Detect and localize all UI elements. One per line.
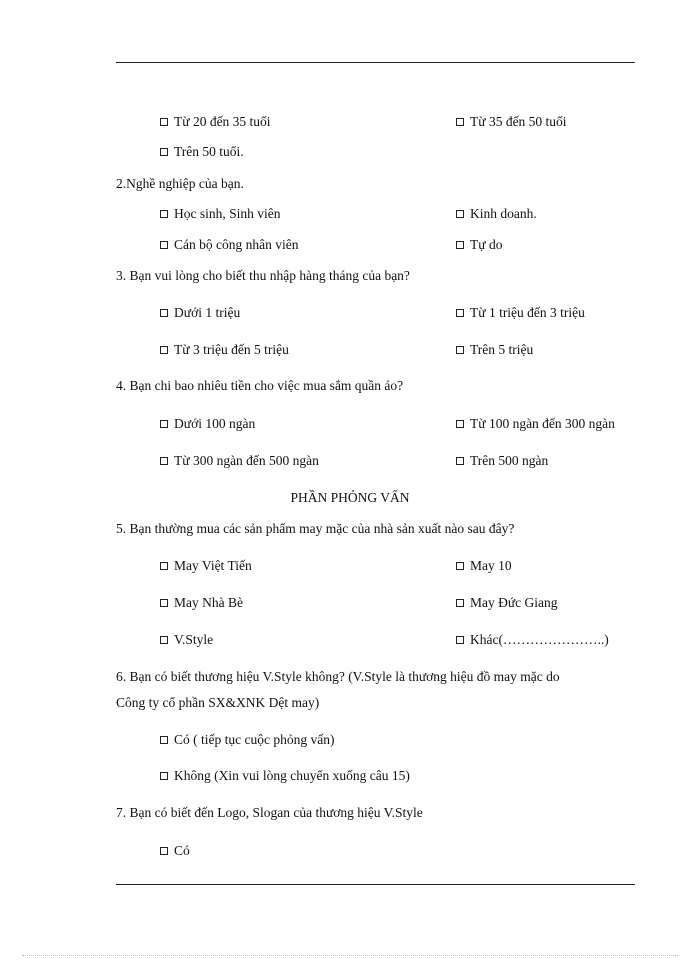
- checkbox-icon[interactable]: [160, 636, 168, 644]
- option-over-500k[interactable]: [456, 452, 548, 470]
- option-viet-tien[interactable]: [160, 557, 252, 575]
- option-student[interactable]: [160, 205, 281, 223]
- option-label: May 10: [470, 558, 512, 573]
- option-100k-300k[interactable]: [456, 415, 615, 433]
- question-4: 4. Bạn chi bao nhiêu tiền cho việc mua sắm quần áo?: [116, 378, 404, 393]
- option-no-skip[interactable]: [160, 767, 410, 785]
- option-label: Từ 35 đến 50 tuổi: [470, 114, 567, 129]
- checkbox-icon[interactable]: [160, 241, 168, 249]
- footer-rule: [116, 884, 635, 885]
- section-title: PHẦN PHỎNG VẤN: [290, 490, 410, 505]
- option-freelance[interactable]: [456, 236, 502, 254]
- option-label: Dưới 100 ngàn: [174, 416, 256, 431]
- question-3: 3. Bạn vui lòng cho biết thu nhập hàng tháng của bạn?: [116, 268, 410, 283]
- checkbox-icon[interactable]: [456, 210, 464, 218]
- option-nha-be[interactable]: [160, 594, 243, 612]
- option-officer[interactable]: [160, 236, 298, 254]
- option-yes-continue[interactable]: [160, 731, 334, 749]
- question-6-line-1: 6. Bạn có biết thương hiệu V.Style không? (V.Style là thương hiệu đồ may mặc do: [116, 669, 560, 684]
- checkbox-icon[interactable]: [160, 772, 168, 780]
- question-6-line-2: Công ty cổ phần SX&XNK Dệt may): [116, 695, 320, 710]
- option-label: V.Style: [174, 632, 214, 647]
- option-label: Trên 5 triệu: [470, 342, 534, 357]
- option-label: Kinh doanh.: [470, 206, 537, 221]
- question-5: 5. Bạn thường mua các sản phẩm may mặc của nhà sản xuất nào sau đây?: [116, 521, 515, 536]
- checkbox-icon[interactable]: [456, 420, 464, 428]
- option-over-5m[interactable]: [456, 341, 533, 359]
- checkbox-icon[interactable]: [456, 118, 464, 126]
- option-1m-3m[interactable]: [456, 304, 585, 322]
- option-35-50[interactable]: [456, 113, 567, 131]
- checkbox-icon[interactable]: [160, 148, 168, 156]
- option-under-100k[interactable]: [160, 415, 255, 433]
- option-under-1m[interactable]: [160, 304, 240, 322]
- option-label: May Việt Tiến: [174, 558, 252, 573]
- option-duc-giang[interactable]: [456, 594, 558, 612]
- option-label: Dưới 1 triệu: [174, 305, 241, 320]
- checkbox-icon[interactable]: [456, 562, 464, 570]
- checkbox-icon[interactable]: [456, 346, 464, 354]
- option-20-35[interactable]: [160, 113, 271, 131]
- option-vstyle[interactable]: [160, 631, 213, 649]
- page-edge: [22, 955, 678, 956]
- option-300k-500k[interactable]: [160, 452, 319, 470]
- option-3m-5m[interactable]: [160, 341, 289, 359]
- question-7: 7. Bạn có biết đến Logo, Slogan của thương hiệu V.Style: [116, 805, 423, 820]
- checkbox-icon[interactable]: [160, 457, 168, 465]
- option-label: Từ 300 ngàn đến 500 ngàn: [174, 453, 319, 468]
- checkbox-icon[interactable]: [160, 210, 168, 218]
- option-label: Từ 100 ngàn đến 300 ngàn: [470, 416, 615, 431]
- option-business[interactable]: [456, 205, 537, 223]
- option-label: Cán bộ công nhân viên: [174, 237, 299, 252]
- option-other[interactable]: [456, 631, 609, 649]
- option-label: Có ( tiếp tục cuộc phỏng vấn): [174, 732, 335, 747]
- option-label: Khác(…………………..): [470, 632, 609, 647]
- checkbox-icon[interactable]: [160, 562, 168, 570]
- checkbox-icon[interactable]: [160, 847, 168, 855]
- option-co[interactable]: [160, 842, 190, 860]
- checkbox-icon[interactable]: [160, 309, 168, 317]
- checkbox-icon[interactable]: [160, 346, 168, 354]
- option-label: Từ 1 triệu đến 3 triệu: [470, 305, 585, 320]
- option-label: Không (Xin vui lòng chuyển xuống câu 15): [174, 768, 410, 783]
- option-may-10[interactable]: [456, 557, 512, 575]
- option-label: Trên 500 ngàn: [470, 453, 549, 468]
- option-label: Trên 50 tuổi.: [174, 144, 244, 159]
- option-label: Có: [174, 843, 190, 858]
- checkbox-icon[interactable]: [456, 636, 464, 644]
- option-label: Từ 20 đến 35 tuổi: [174, 114, 271, 129]
- question-2: 2.Nghề nghiệp của bạn.: [116, 176, 244, 191]
- checkbox-icon[interactable]: [160, 599, 168, 607]
- checkbox-icon[interactable]: [456, 599, 464, 607]
- option-label: May Nhà Bè: [174, 595, 243, 610]
- checkbox-icon[interactable]: [160, 118, 168, 126]
- option-label: Từ 3 triệu đến 5 triệu: [174, 342, 289, 357]
- option-label: Tự do: [470, 237, 503, 252]
- checkbox-icon[interactable]: [456, 309, 464, 317]
- checkbox-icon[interactable]: [160, 736, 168, 744]
- checkbox-icon[interactable]: [456, 241, 464, 249]
- checkbox-icon[interactable]: [160, 420, 168, 428]
- header-rule: [116, 62, 635, 63]
- option-over-50[interactable]: [160, 143, 244, 161]
- option-label: May Đức Giang: [470, 595, 558, 610]
- option-label: Học sinh, Sinh viên: [174, 206, 281, 221]
- checkbox-icon[interactable]: [456, 457, 464, 465]
